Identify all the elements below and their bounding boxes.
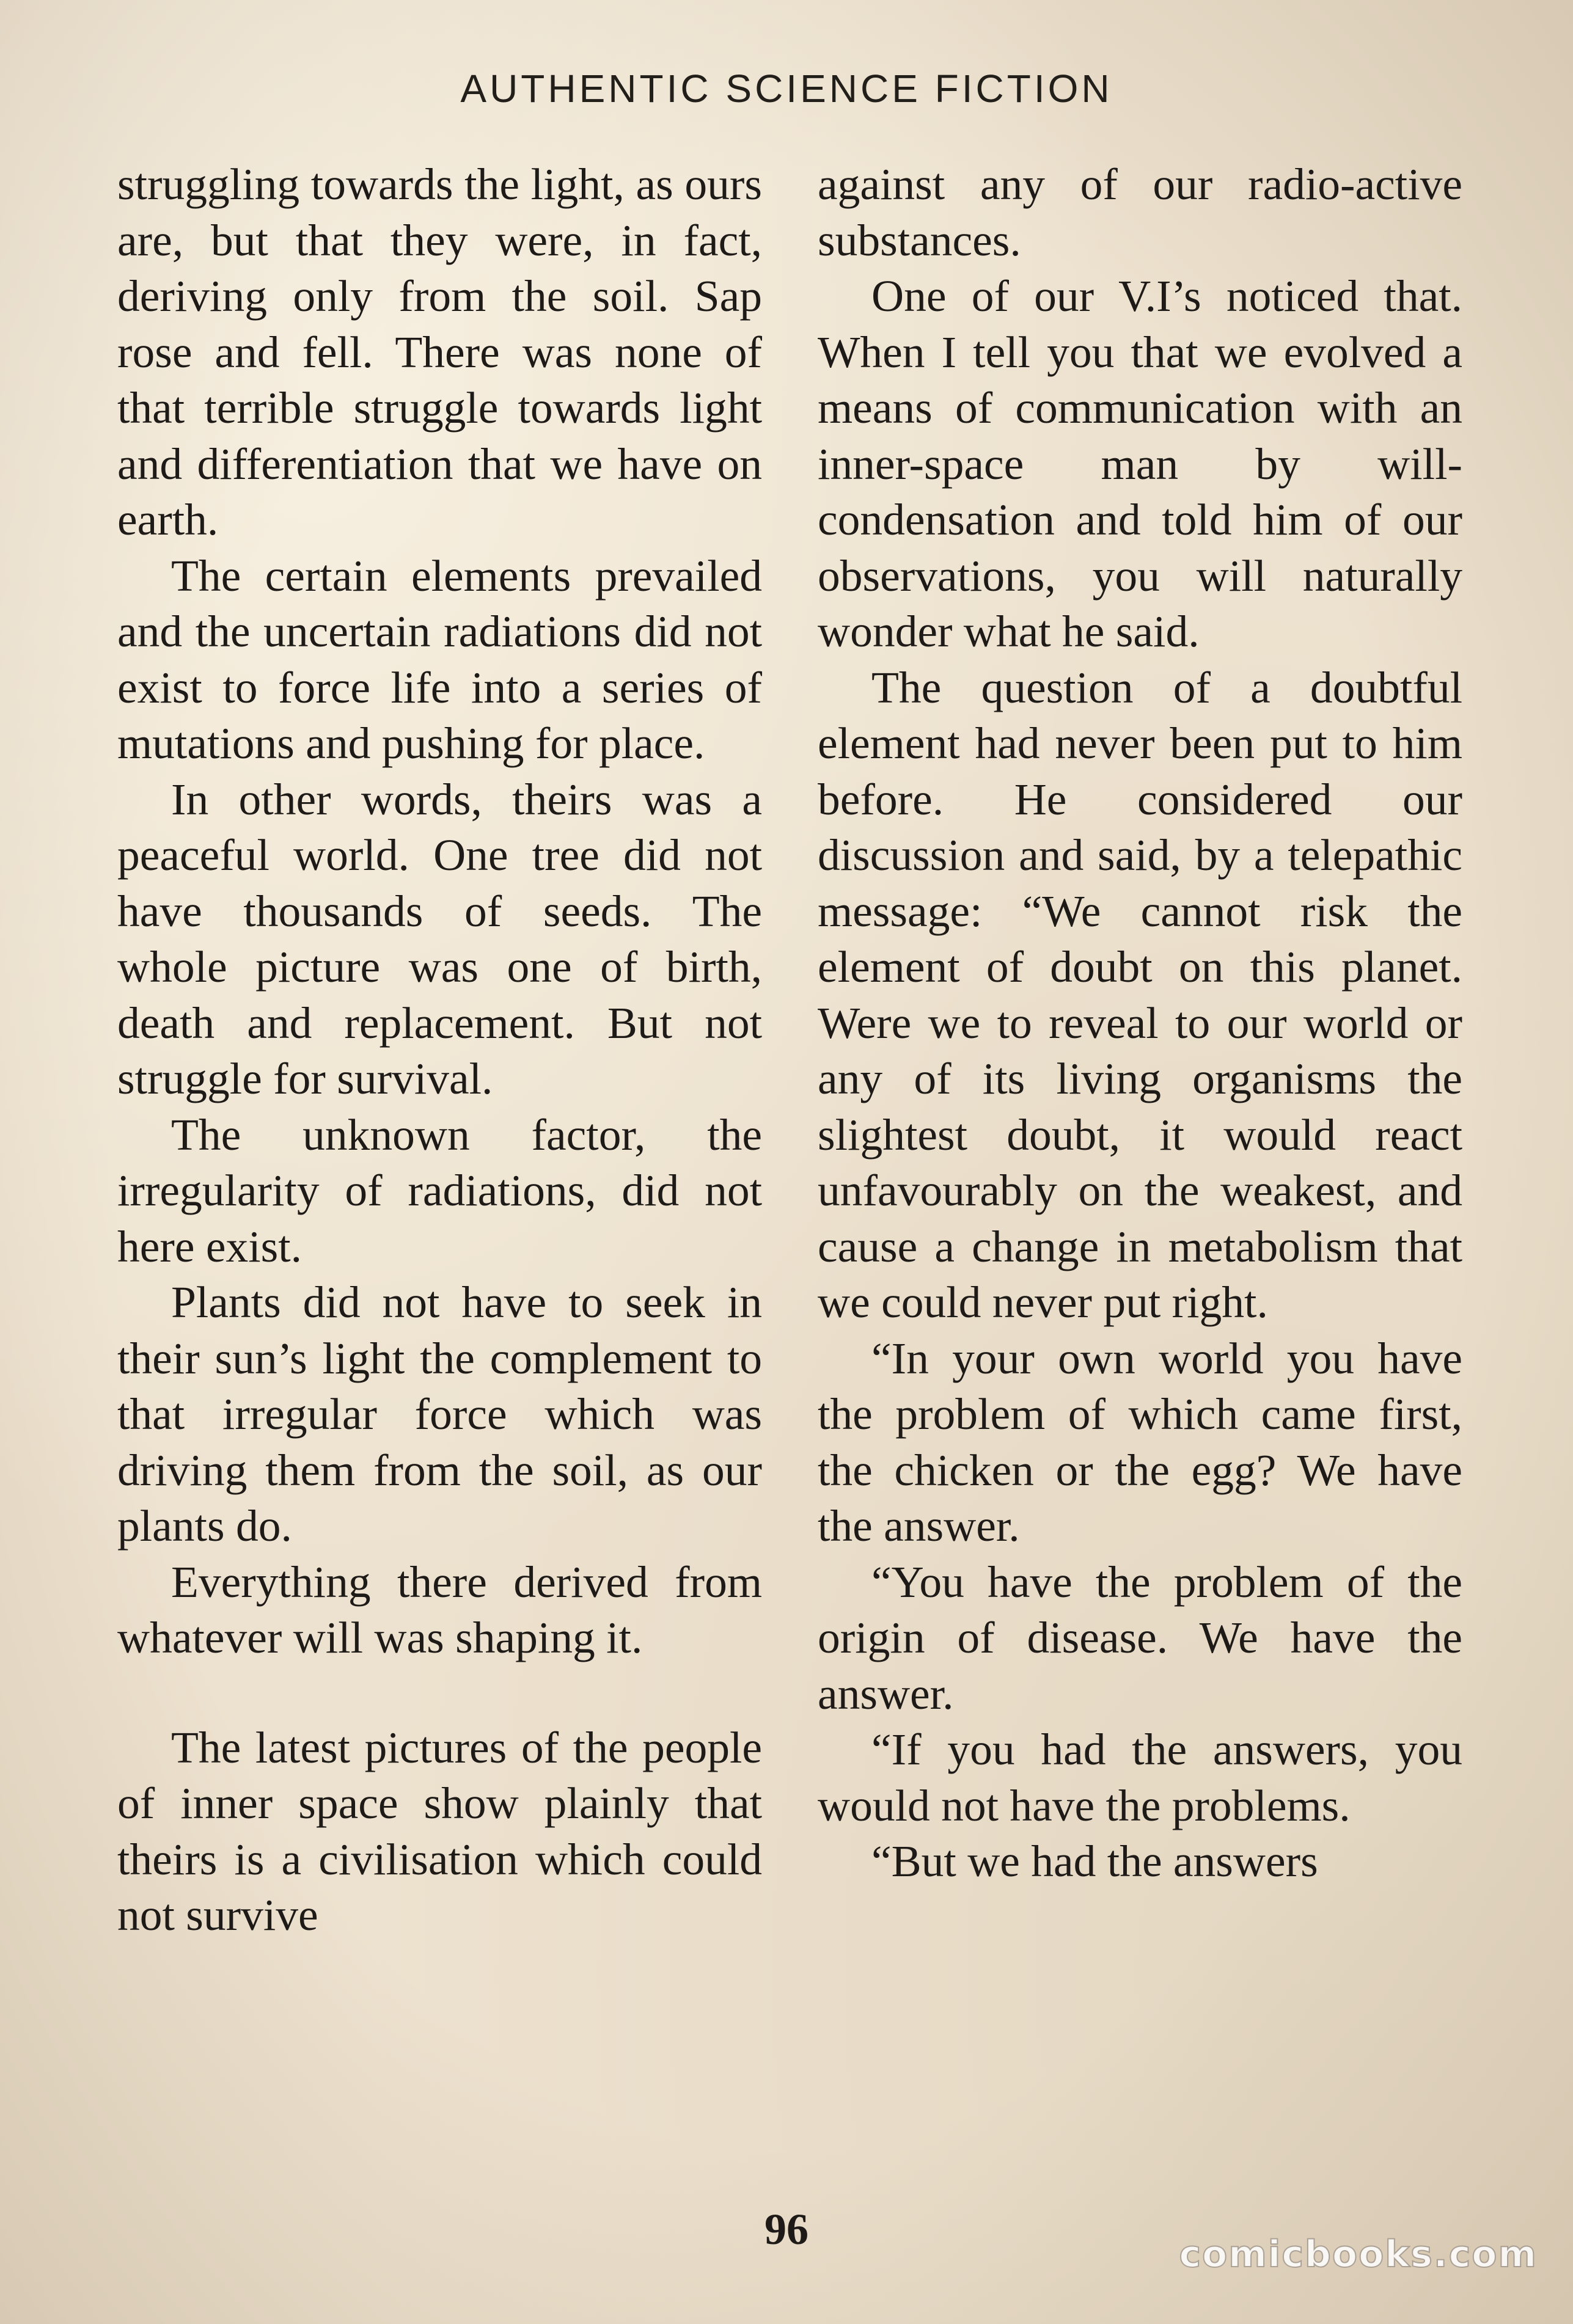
left-column <box>117 156 762 1943</box>
paragraph: “If you had the answers, you would not have the problems. <box>818 1725 1462 1830</box>
paragraph: The unknown factor, the irregularity of radiations, did not here exist. <box>117 1109 762 1271</box>
page-number: 96 <box>765 2205 809 2254</box>
paragraph: against any of our radio-active substances. <box>818 159 1462 265</box>
paragraph: struggling towards the light, as ours are, but that they were, in fact, deriving only from the soil. Sap rose and fell. There was none of that terrible struggle towards light and differentiation that we have on earth. <box>117 159 762 544</box>
paragraph: “In your own world you have the problem of which came first, the chicken or the egg? We have the answer. <box>818 1333 1462 1551</box>
right-column <box>818 156 1462 1890</box>
paragraph: One of our V.I’s noticed that. When I tell you that we evolved a means of communication with an inner-space man by will-condensation and told him of our observations, you will naturally wonder what he said. <box>818 271 1462 656</box>
watermark: comicbooks.com <box>1179 2233 1538 2276</box>
paragraph: Plants did not have to seek in their sun’s light the complement to that irregular force which was driving them from the soil, as our plants do. <box>117 1277 762 1551</box>
paragraph: “You have the problem of the origin of disease. We have the answer. <box>818 1557 1462 1719</box>
paragraph: Everything there derived from whatever will was shaping it. <box>117 1557 762 1662</box>
paragraph: The latest pictures of the people of inner space show plainly that theirs is a civilisation which could not survive <box>117 1722 762 1940</box>
paragraph: “But we had the answers <box>871 1836 1318 1886</box>
paragraph: In other words, theirs was a peaceful world. One tree did not have thousands of seeds. The whole picture was one of birth, death and replacement. But not struggle for survival. <box>117 774 762 1103</box>
paragraph: The certain elements prevailed and the uncertain radiations did not exist to force life into a series of mutations and pushing for place. <box>117 550 762 768</box>
paragraph: The question of a doubtful element had never been put to him before. He considered our discussion and said, by a telepathic message: “We cannot risk the element of doubt on this planet. Were we to reveal to our world or any of its living organisms the slightest doubt, it would react unfavourably on the weakest, and cause a change in metabolism that we could never put right. <box>818 662 1462 1327</box>
running-head: AUTHENTIC SCIENCE FICTION <box>460 67 1113 111</box>
